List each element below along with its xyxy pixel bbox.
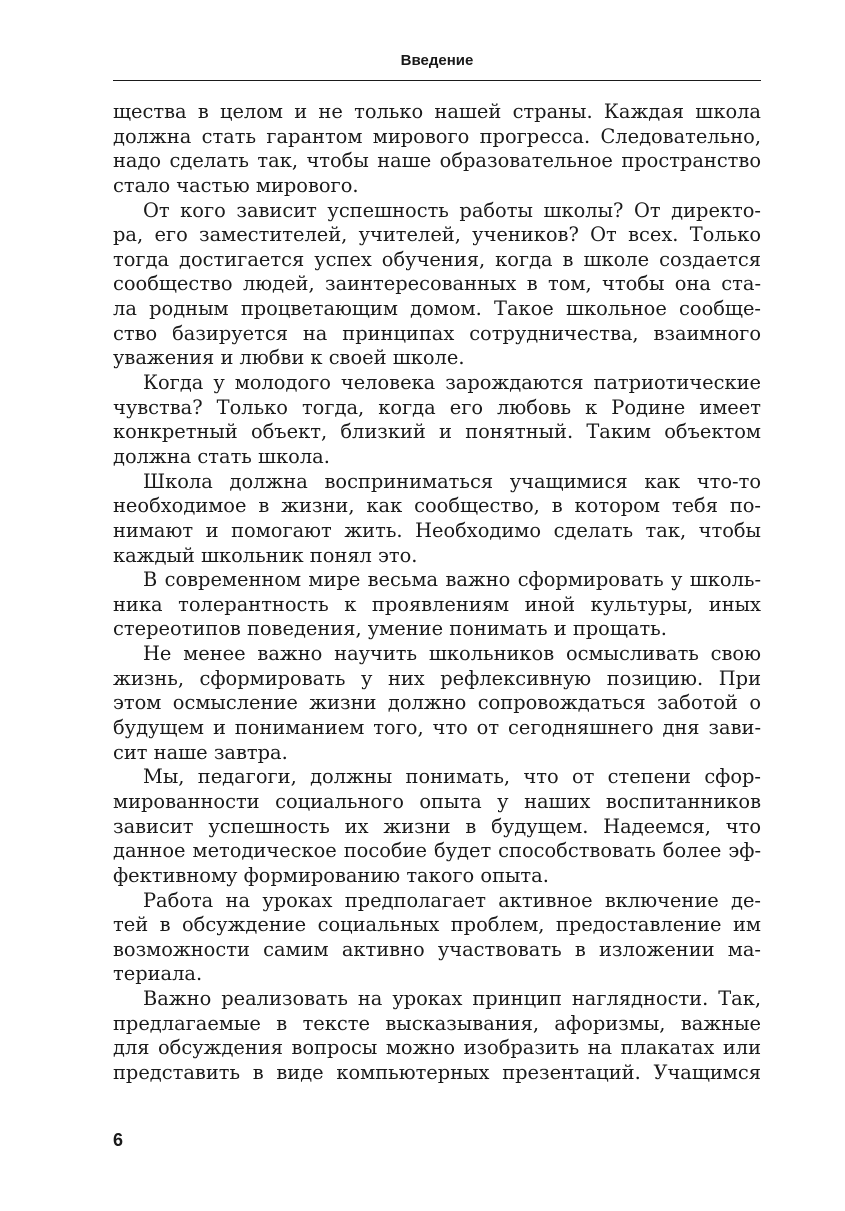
text-line: Школа должна восприниматься учащимися как что-то — [143, 469, 761, 493]
text-line: Мы, педагоги, должны понимать, что от степени сфор- — [143, 765, 761, 789]
text-line: ра, его заместителей, учителей, учеников? От всех. Только — [113, 223, 761, 247]
paragraph — [113, 642, 761, 765]
text-line: Важно реализовать на уроках принцип наглядности. Так, — [143, 987, 761, 1011]
text-line: щества в целом и не только нашей страны. Каждая школа — [113, 100, 761, 123]
text-line: В современном мире весьма важно сформировать у школь- — [143, 568, 761, 592]
text-line: будущем и пониманием того, что от сегодняшнего дня зави- — [113, 716, 761, 740]
text-line: ника толерантность к проявлениям иной культуры, иных — [113, 592, 761, 616]
text-line: ство базируется на принципах сотрудничества, взаимного — [113, 321, 761, 345]
text-line: Работа на уроках предполагает активное включение де- — [143, 888, 761, 912]
paragraph — [113, 100, 761, 199]
body-text — [113, 100, 761, 1086]
text-line: должна стать школа. — [113, 444, 330, 468]
text-line: уважения и любви к своей школе. — [113, 346, 465, 370]
text-line: этом осмысление жизни должно сопровождаться заботой о — [113, 691, 761, 715]
text-line: фективному формированию такого опыта. — [113, 863, 549, 887]
text-line: нимают и помогают жить. Необходимо сделать так, чтобы — [113, 518, 761, 542]
text-line: должна стать гарантом мирового прогресса. Следовательно, — [113, 124, 761, 148]
text-line: для обсуждения вопросы можно изобразить на плакатах или — [113, 1036, 761, 1060]
text-line: конкретный объект, близкий и понятный. Таким объектом — [113, 420, 761, 444]
paragraph — [113, 987, 761, 1086]
text-line: стереотипов поведения, умение понимать и прощать. — [113, 617, 667, 641]
page-number: 6 — [113, 1130, 124, 1150]
text-line: териала. — [113, 962, 203, 986]
text-line: ла родным процветающим домом. Такое школьное сообще- — [113, 297, 761, 321]
text-line: предлагаемые в тексте высказывания, афоризмы, важные — [113, 1011, 761, 1035]
paragraph — [113, 568, 761, 642]
paragraph — [113, 199, 761, 371]
text-line: представить в виде компьютерных презентаций. Учащимся — [113, 1060, 761, 1084]
text-line: сообщество людей, заинтересованных в том, чтобы она ста- — [113, 272, 761, 296]
text-line: чувства? Только тогда, когда его любовь к Родине имеет — [113, 395, 761, 419]
text-line: необходимое в жизни, как сообщество, в котором тебя по- — [113, 494, 761, 518]
running-title: Введение — [400, 52, 474, 69]
text-line: Когда у молодого человека зарождаются патриотические — [143, 371, 761, 395]
text-line: тогда достигается успех обучения, когда в школе создается — [113, 247, 761, 271]
text-line: Не менее важно научить школьников осмысливать свою — [143, 642, 761, 666]
text-line: тей в обсуждение социальных проблем, предоставление им — [113, 913, 761, 937]
text-line: жизнь, сформировать у них рефлексивную позицию. При — [113, 666, 761, 690]
text-line: стало частью мирового. — [113, 173, 359, 197]
paragraph — [113, 470, 761, 569]
text-line: зависит успешность их жизни в будущем. Надеемся, что — [113, 814, 761, 838]
text-line: данное методическое пособие будет способствовать более эф- — [113, 839, 761, 863]
text-line: сит наше завтра. — [113, 740, 288, 764]
text-line: От кого зависит успешность работы школы? От директо- — [143, 198, 761, 222]
header-rule — [113, 80, 761, 81]
paragraph — [113, 371, 761, 470]
paragraph — [113, 765, 761, 888]
text-line: мированности социального опыта у наших воспитанников — [113, 789, 761, 813]
text-line: надо сделать так, чтобы наше образовательное пространство — [113, 149, 761, 173]
text-line: каждый школьник понял это. — [113, 543, 418, 567]
paragraph — [113, 889, 761, 988]
text-line: возможности самим активно участвовать в изложении ма- — [113, 937, 761, 961]
